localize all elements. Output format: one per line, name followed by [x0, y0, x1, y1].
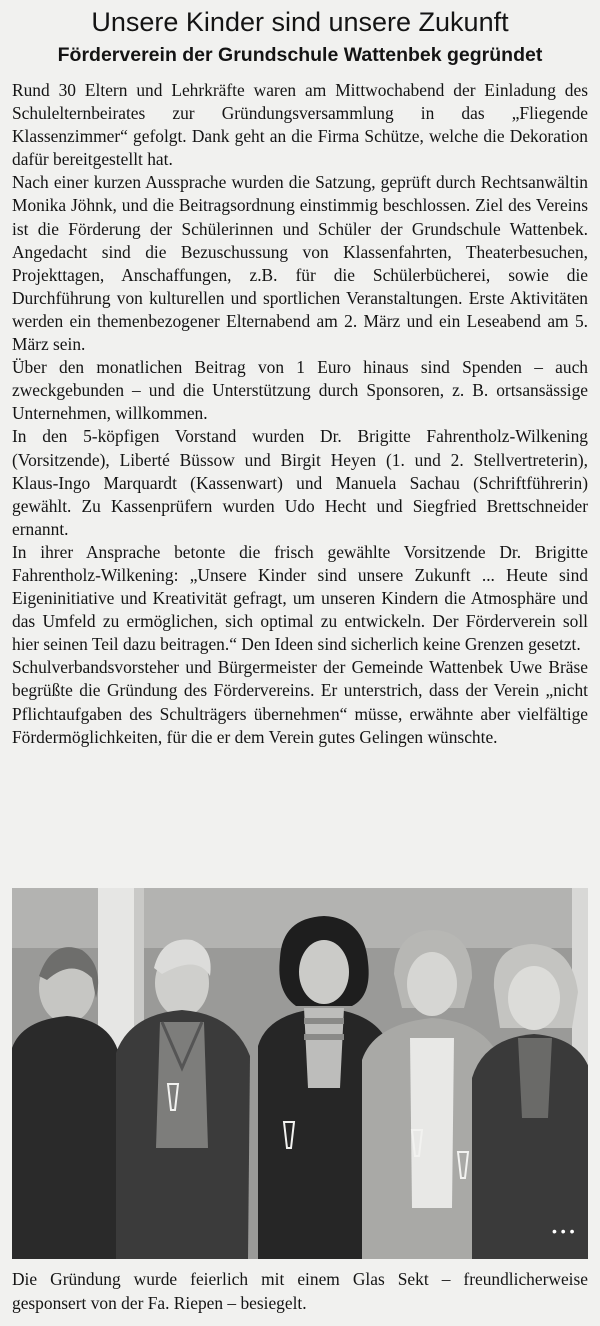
article-body [12, 79, 588, 749]
paragraph-board-members: In den 5-köpfigen Vorstand wurden Dr. Brigitte Fahrentholz-Wilkening (Vorsitzende), Liberté Büssow und Birgit Heyen (1. und 2. Stellvertreterin), Klaus-Ingo Marquardt (Kassenwart) und Manuela Sachau (Schriftführerin) gewählt. Zu Kassenprüfern wurden Udo Hecht und Siegfried Brettschneider ernannt. [12, 426, 588, 539]
photo-dots-mark: • • • [552, 1223, 575, 1239]
photo-caption: Die Gründung wurde feierlich mit einem Glas Sekt – freundlicherweise gesponsert von der Fa. Riepen – besiegelt. [12, 1269, 588, 1313]
article-subheadline: Förderverein der Grundschule Wattenbek gegründet [57, 44, 543, 66]
group-photo [12, 888, 588, 1259]
group-photo-illustration [12, 888, 588, 1259]
paragraph-statutes-and-goals: Nach einer kurzen Aussprache wurden die Satzung, geprüft durch Rechtsanwältin Monika Jöhnk, und die Beitragsordnung einstimmig beschlossen. Ziel des Vereins ist die Förderung der Schülerinnen und Schüler der Grundschule Wattenbek. Angedacht sind die Bezuschussung von Klassenfahrten, Theaterbesuchen, Projekttagen, Anschaffungen, z.B. für die Schülerbücherei, sowie die Durchführung von kulturellen und sportlichen Veranstaltungen. Erste Aktivitäten werden ein themenbezogener Elternabend am 2. März und ein Leseabend am 5. März sein. [12, 172, 588, 355]
article-headline: Unsere Kinder sind unsere Zukunft [91, 7, 509, 37]
paragraph-founding-meeting: Rund 30 Eltern und Lehrkräfte waren am Mittwochabend der Einladung des Schulelternbeirates zur Gründungsversammlung in das „Fliegende Klassenzimmer“ gefolgt. Dank geht an die Firma Schütze, welche die Dekoration dafür bereitgestellt hat. [12, 80, 588, 170]
paragraph-contributions: Über den monatlichen Beitrag von 1 Euro hinaus sind Spenden – auch zweckgebunden – und die Unterstützung durch Sponsoren, z. B. ortsansässige Unternehmen, willkommen. [12, 357, 588, 424]
paragraph-mayor-welcome: Schulverbandsvorsteher und Bürgermeister der Gemeinde Wattenbek Uwe Bräse begrüßte die Gründung des Fördervereins. Er unterstrich, dass der Verein „nicht Pflichtaufgaben des Schulträgers übernehmen“ müsse, erwähnte aber vielfältige Fördermöglichkeiten, für die er dem Verein gutes Gelingen wünschte. [12, 657, 588, 747]
paragraph-chair-speech: In ihrer Ansprache betonte die frisch gewählte Vorsitzende Dr. Brigitte Fahrentholz-Wilkening: „Unsere Kinder sind unsere Zukunft ... Heute sind Eigeninitiative und Kreativität gefragt, um unseren Kindern die Atmosphäre und das Umfeld zu ermöglichen, sich optimal zu entwickeln. Der Förderverein soll hier seinen Teil dazu beitragen.“ Den Ideen sind sicherlich keine Grenzen gesetzt. [12, 541, 588, 655]
